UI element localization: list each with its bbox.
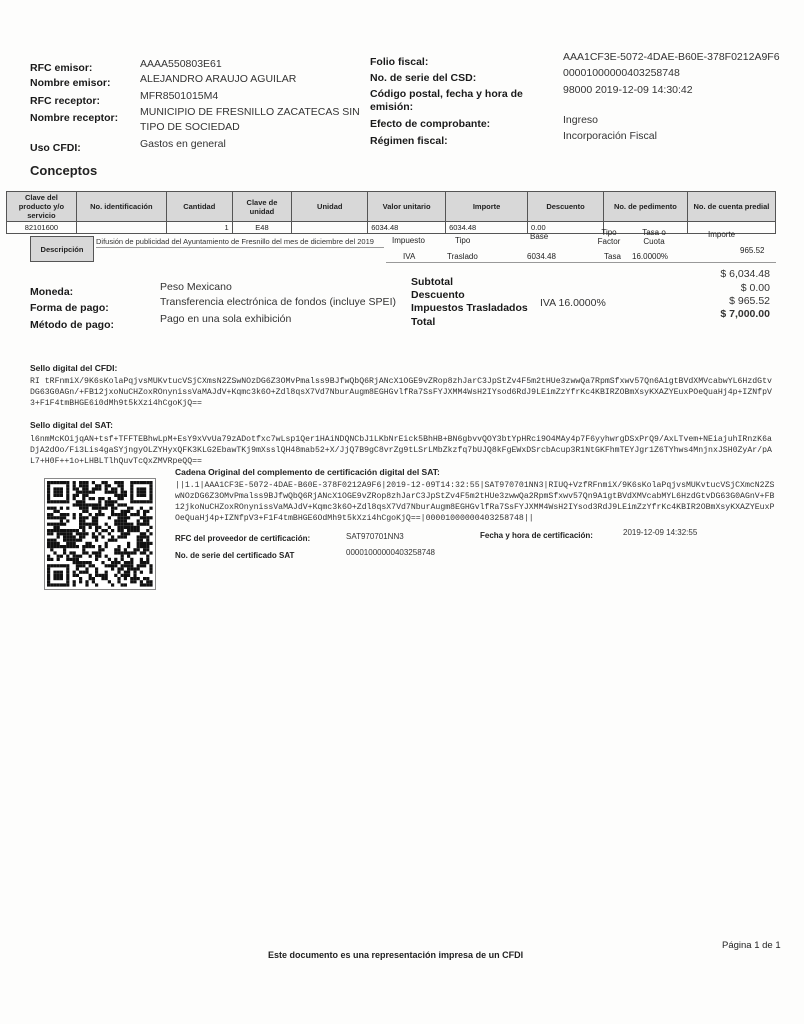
- header-importe: Importe: [446, 192, 528, 222]
- sello-sat-label: Sello digital del SAT:: [30, 420, 113, 430]
- sello-cfdi-value: RI tRFnmiX/9K6sKolaPqjvsMUKvtucVSjCXmsN2ZSwNOzDG6Z3OMvPmalss9BJfwQbQ6RjANcX1OGE9vZRop8zhJarC3JpStZv4F5m2tHUe3zwwQa7RpmSfxwv57Qn6A1gtBVdXMVcabwYL6HzdGtvDG63G0AGn/+FB12jxoNuCHZoxROnynissVaMAJdV+Kqmc3k6O+Zdl8qsX7Vd7NburAugm8EGHGvlfRa7SsFYJXMM4WsH2IYsod6RdJ9LEimZzYfrKc4KBIRZOBmXsyKXAZYEuxPOeQuaHj4p+IZNfpV3+F1F4tmBHGE6i0dMh9t5kXzi4hCgoKjQ==: [30, 377, 772, 408]
- cell-descuento: 0.00: [528, 222, 604, 234]
- impuesto-header-tipo-factor: Tipo Factor: [597, 228, 621, 246]
- impuesto-cell-tasa-cuota: 16.0000%: [632, 252, 669, 261]
- folio-fiscal-label: Folio fiscal:: [370, 56, 429, 68]
- impuesto-cell-impuesto: IVA: [403, 252, 416, 261]
- uso-cfdi-value: Gastos en general: [140, 138, 226, 150]
- moneda-value: Peso Mexicano: [160, 281, 232, 293]
- nombre-receptor-label: Nombre receptor:: [30, 112, 119, 124]
- impuesto-header-importe: Importe: [708, 230, 736, 239]
- impuesto-header-impuesto: Impuesto: [392, 236, 425, 245]
- impuesto-cell-importe: 965.52: [740, 246, 765, 255]
- cadena-original-value: ||1.1|AAA1CF3E-5072-4DAE-B60E-378F0212A9F6|2019-12-09T14:32:55|SAT970701NN3|RIUQ+VzfRFnmiX/9K6sKolaPqjvsMUKvtucVSjCXmcN2ZSwNOzDG6Z3OMvPmalss9BJfwQbQ6RjANcX1OGE9vZRop8zhJarC3JpStZv4F5m2tHUe3zwwQa2RpmSfxwv57Qn9A1gtBVdXMVcabMYL6HzdGtvDG63G0AGnV+FB12jkoNuCHZoxROnynissVaMAJdV+Kqmc3k6O+Zdl8qsX7Vd7NburAugm8EGHGvlfRa7SsFYJXMM4WsH2IYsod3RdJ9LEimZzYfrKc4KBIR2OBmXsyKXAZYEuxPOeQuaHj4p+IZNfpV3+F1F4tmBHGE6OdMh9t5kXzi4hCgoKjQ==|00001000000403258748||: [175, 481, 775, 523]
- cell-unidad: [292, 222, 368, 234]
- conceptos-title: Conceptos: [30, 163, 98, 178]
- impuestos-tipo: IVA 16.0000%: [540, 297, 606, 309]
- header-descuento: Descuento: [528, 192, 604, 222]
- nombre-emisor-label: Nombre emisor:: [30, 77, 111, 89]
- qr-code-modules: [47, 481, 153, 587]
- regimen-label: Régimen fiscal:: [370, 135, 448, 147]
- footer-leyenda: Este documento es una representación impresa de un CFDI: [268, 950, 524, 960]
- conceptos-header-row: [7, 192, 776, 222]
- cp-fecha-label-line1: Código postal, fecha y hora de: [370, 88, 523, 100]
- sello-cfdi-label: Sello digital del CFDI:: [30, 363, 118, 373]
- cell-clave-producto: 82101600: [7, 222, 77, 234]
- header-cuenta-predial: No. de cuenta predial: [687, 192, 775, 222]
- impuestos-label: Impuestos Trasladados: [411, 302, 528, 314]
- cell-importe: 6034.48: [446, 222, 528, 234]
- cell-valor-unitario: 6034.48: [368, 222, 446, 234]
- qr-code-icon: [44, 478, 156, 590]
- total-label: Total: [411, 316, 436, 328]
- rfc-proveedor-value: SAT970701NN3: [346, 532, 404, 541]
- rfc-receptor-value: MFR8501015M4: [140, 90, 219, 102]
- impuesto-header-tipo: Tipo: [455, 236, 471, 245]
- cell-clave-unidad: E48: [232, 222, 292, 234]
- total-value: $ 7,000.00: [720, 308, 770, 320]
- moneda-label: Moneda:: [30, 286, 74, 298]
- impuesto-header-tasa-cuota: Tasa o Cuota: [642, 228, 666, 246]
- efecto-value: Ingreso: [563, 114, 599, 126]
- metodo-pago-value: Pago en una sola exhibición: [160, 313, 292, 325]
- header-valor-unitario: Valor unitario: [368, 192, 446, 222]
- serie-certificado-sat-value: 00001000000403258748: [346, 548, 435, 557]
- descuento-value: $ 0.00: [740, 282, 770, 294]
- subtotal-value: $ 6,034.48: [720, 268, 770, 280]
- forma-pago-label: Forma de pago:: [30, 302, 109, 314]
- impuestos-value: $ 965.52: [729, 295, 770, 307]
- header-cantidad: Cantidad: [166, 192, 232, 222]
- impuesto-cell-tipo: Traslado: [447, 252, 478, 261]
- subtotal-label: Subtotal: [411, 276, 453, 288]
- cadena-original-label: Cadena Original del complemento de certificación digital del SAT:: [175, 467, 440, 477]
- rfc-proveedor-label: RFC del proveedor de certificación:: [175, 534, 311, 543]
- uso-cfdi-label: Uso CFDI:: [30, 142, 81, 154]
- cp-fecha-label-line2: emisión:: [370, 101, 414, 113]
- nombre-receptor-line1: MUNICIPIO DE FRESNILLO ZACATECAS SIN: [140, 106, 360, 118]
- fecha-certificacion-value: 2019-12-09 14:32:55: [623, 528, 698, 537]
- impuesto-cell-base: 6034.48: [527, 252, 556, 261]
- impuesto-divider: [386, 262, 776, 263]
- efecto-label: Efecto de comprobante:: [370, 118, 491, 130]
- header-no-identificacion: No. identificación: [76, 192, 166, 222]
- serie-certificado-sat-label: No. de serie del certificado SAT: [175, 551, 295, 560]
- rfc-receptor-label: RFC receptor:: [30, 95, 101, 107]
- nombre-receptor-line2: TIPO DE SOCIEDAD: [140, 121, 240, 133]
- cell-no-identificacion: [76, 222, 166, 234]
- descripcion-label: Descripción: [30, 236, 94, 262]
- cell-cantidad: 1: [166, 222, 232, 234]
- descripcion-value: Difusión de publicidad del Ayuntamiento de Fresnillo del mes de diciembre del 2019: [96, 236, 384, 248]
- rfc-emisor-label: RFC emisor:: [30, 62, 93, 74]
- header-no-pedimento: No. de pedimento: [603, 192, 687, 222]
- header-clave-producto: Clave del producto y/o servicio: [7, 192, 77, 222]
- nombre-emisor-value: ALEJANDRO ARAUJO AGUILAR: [140, 73, 297, 85]
- impuesto-header-base: Base: [530, 232, 549, 241]
- metodo-pago-label: Método de pago:: [30, 319, 114, 331]
- serie-csd-label: No. de serie del CSD:: [370, 72, 477, 84]
- header-unidad: Unidad: [292, 192, 368, 222]
- rfc-emisor-value: AAAA550803E61: [140, 58, 222, 70]
- impuesto-cell-tipo-factor: Tasa: [604, 252, 621, 261]
- folio-fiscal-value: AAA1CF3E-5072-4DAE-B60E-378F0212A9F6: [563, 51, 780, 63]
- header-clave-unidad: Clave de unidad: [232, 192, 292, 222]
- cp-fecha-value: 98000 2019-12-09 14:30:42: [563, 84, 693, 96]
- forma-pago-value: Transferencia electrónica de fondos (incluye SPEI): [160, 296, 396, 308]
- fecha-certificacion-label: Fecha y hora de certificación:: [480, 531, 593, 540]
- serie-csd-value: 00001000000403258748: [563, 67, 680, 79]
- regimen-value: Incorporación Fiscal: [563, 130, 657, 142]
- descuento-label: Descuento: [411, 289, 465, 301]
- page-number: Página 1 de 1: [722, 940, 781, 951]
- sello-sat-value: l6nmMcKOijqAN+tsf+TFFTEBhwLpM+EsY9xVvUa79zADotfxc7wLsp1Qer1HAiNDQNCbJ1LKbNrEick5BhHB+BN6gbvvQOY3btYpHRci9O4MAy4p7F6yyhwrgDSxPrQ9/AxLTvem+NEiajuhIRnzK6aDjA2dOo/Fi3Lis4gaSYjngyOLZYHyxQFK3KLG2EbawTKj9mXsslQH48mab52+X/JjQ7B9gC8vrZg9tLSrLMbZkzfq7bUJQ8kFgEWxDSrcbAcup3R1NtGKFhmTEYJgr1Z6TYhws4MnjnxJSH0ZyAr/pAL7+H0F++1o+LHBLTlhQuvTcQxZMVRpeQQ==: [30, 435, 772, 466]
